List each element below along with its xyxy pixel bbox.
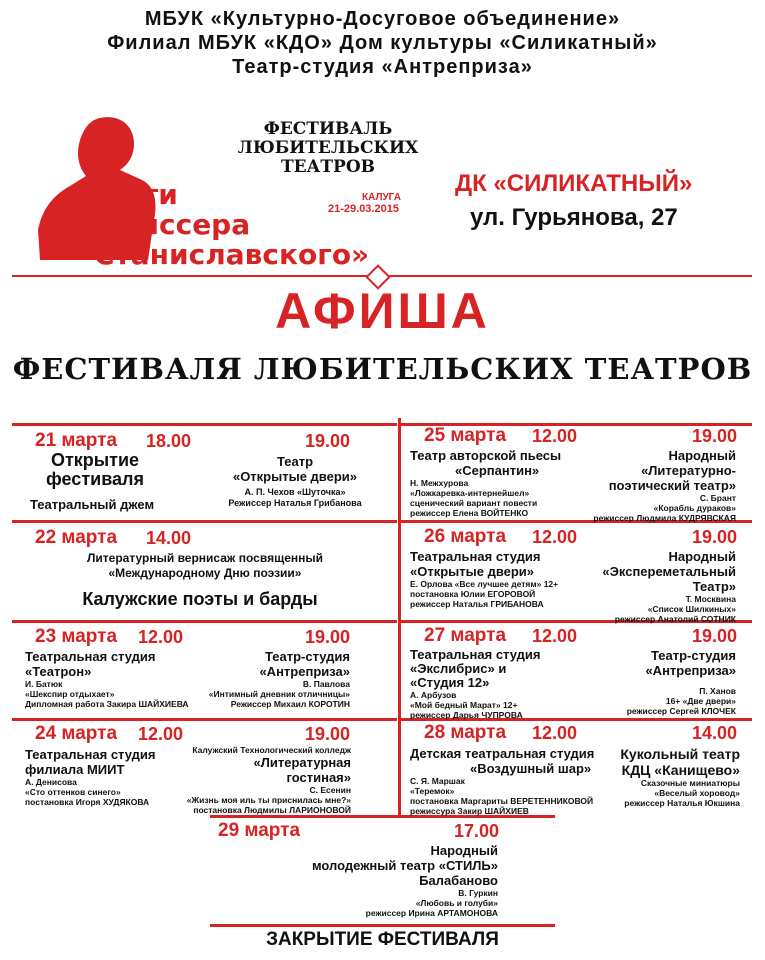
time-25-2: 19.00 [692, 426, 738, 446]
event-22-line-2: «Международному Дню поэзии» [108, 566, 302, 580]
event-26-a2: «Открытые двери» [410, 564, 535, 579]
event-24-a3: А. Денисова [25, 777, 77, 787]
event-25-a1: Театр авторской пьесы [410, 448, 562, 463]
event-29-l4: В. Гуркин [458, 888, 498, 898]
festival-name-line-1: ФЕСТИВАЛЬ [263, 119, 393, 139]
time-26-2: 19.00 [692, 527, 738, 547]
festival-name-line-2: ЛЮБИТЕЛЬСКИХ [237, 138, 419, 158]
event-26-b4: Т. Москвина [685, 594, 736, 604]
event-26-a5: режиссер Наталья ГРИБАНОВА [410, 599, 544, 609]
closing-ceremony: ЗАКРЫТИЕ ФЕСТИВАЛЯ [266, 929, 499, 950]
event-28-a3: С. Я. Маршак [410, 776, 465, 786]
event-26-b2: «Экспереметальный [602, 564, 736, 579]
time-26-1: 12.00 [532, 527, 578, 547]
event-22-line-1: Литературный вернисаж посвященный [87, 551, 323, 565]
event-21-theatre [200, 454, 390, 509]
event-24-a2: филиала МИИТ [25, 762, 125, 777]
event-28-b3: Сказочные миниатюры [640, 778, 740, 788]
event-23-b1: Театр-студия [264, 649, 350, 664]
organizer-line-3: Театр-студия «Антреприза» [232, 56, 533, 78]
event-26-b1: Народный [668, 549, 736, 564]
event-28-b [590, 746, 740, 808]
date-24: 24 марта [35, 723, 118, 744]
event-24-b2: гостиная» [286, 770, 351, 785]
event-28-a2: «Воздушный шар» [470, 761, 592, 776]
event-24-b [185, 745, 351, 815]
event-23-a5: Дипломная работа Закира ШАЙХИЕВА [25, 699, 189, 709]
event-26-a3: Е. Орлова «Все лучшее детям» 12+ [410, 579, 559, 589]
event-25-a2: «Серпантин» [455, 463, 540, 478]
event-24-b4: «Жизнь моя иль ты приснилась мне?» [186, 795, 351, 805]
date-23: 23 марта [35, 626, 118, 647]
event-28-b4: «Веселый хоровод» [654, 788, 740, 798]
time-23-2: 19.00 [305, 627, 351, 647]
event-25-b3: поэтический театр» [608, 478, 736, 493]
column-divider [398, 418, 401, 816]
time-21-2: 19.00 [305, 431, 351, 451]
event-26-b [560, 549, 736, 624]
event-25-a6: режиссер Елена ВОЙТЕНКО [410, 508, 529, 518]
poster-subtitle: ФЕСТИВАЛЯ ЛЮБИТЕЛЬСКИХ ТЕАТРОВ [12, 352, 753, 386]
venue-address: ул. Гурьянова, 27 [470, 204, 678, 231]
event-29-l6: режиссер Ирина АРТАМОНОВА [365, 908, 498, 918]
time-27-2: 19.00 [692, 626, 738, 646]
date-27: 27 марта [424, 625, 507, 646]
event-23-b3: В. Павлова [302, 679, 350, 689]
time-28-1: 12.00 [532, 723, 578, 743]
time-28-2: 14.00 [692, 723, 738, 743]
festival-title-line-2: Режиссера [72, 208, 251, 241]
event-27-a5: «Мой бедный Марат» 12+ [410, 700, 518, 710]
event-27-a6: режиссер Дарья ЧУПРОВА [410, 710, 523, 720]
festival-title-line-1: «Дети [80, 178, 178, 211]
event-23-b4: «Интимный дневник отличницы» [208, 689, 350, 699]
event-27-a1: Театральная студия [410, 647, 541, 662]
date-21: 21 марта [35, 430, 118, 451]
festival-name [228, 120, 428, 177]
event-26-b3: Театр» [692, 579, 736, 594]
event-27-b [560, 648, 736, 716]
event-24-a1: Театральная студия [25, 747, 156, 762]
separator-22 [12, 520, 397, 523]
event-27-b4: 16+ «Две двери» [665, 696, 736, 706]
event-25-b6: режиссер Людмила КУДРЯВСКАЯ [593, 513, 736, 523]
event-24-b1: «Литературная [253, 755, 351, 770]
time-24-2: 19.00 [305, 724, 351, 744]
time-24-1: 12.00 [138, 724, 184, 744]
event-25-a5: сценический вариант повести [410, 498, 538, 508]
event-28-b5: режиссер Наталья Юкшина [624, 798, 740, 808]
poster-title: АФИША [275, 283, 490, 339]
event-28-a6: режиссура Закир ШАЙХИЕВ [410, 806, 529, 816]
separator-24 [12, 718, 397, 721]
event-28-b2: КДЦ «Канищево» [621, 762, 740, 778]
event-27-b1: Театр-студия [650, 648, 736, 663]
event-27-a3: «Студия 12» [410, 675, 490, 690]
event-27-b3: П. Ханов [699, 686, 736, 696]
festival-title [72, 180, 369, 270]
event-21-theatre-l3: А. П. Чехов «Шуточка» [244, 487, 346, 497]
event-23-a4: «Шекспир отдыхает» [25, 689, 115, 699]
event-28-a [410, 746, 600, 816]
organizer-line-1: МБУК «Культурно-Досуговое объединение» [144, 8, 621, 30]
date-25: 25 марта [424, 425, 507, 446]
event-28-a4: «Теремок» [410, 786, 455, 796]
event-29-l3: Балабаново [419, 873, 498, 888]
time-27-1: 12.00 [532, 626, 578, 646]
event-23-a1: Театральная студия [25, 649, 156, 664]
event-26-b5: «Список Шилкиных» [647, 604, 736, 614]
event-28-a1: Детская театральная студия [410, 746, 595, 761]
event-25-b1: Народный [668, 448, 736, 463]
event-27-b2: «Антреприза» [645, 663, 736, 678]
event-28-b1: Кукольный театр [620, 746, 740, 762]
event-21-theatre-l4: Режиссер Наталья Грибанова [228, 498, 362, 508]
event-21-opening-line-1: Открытие [50, 450, 140, 470]
venue-name: ДК «СИЛИКАТНЫЙ» [455, 170, 693, 197]
event-27-b5: режиссер Сергей КЛОЧЕК [626, 706, 736, 716]
event-24-a5: постановка Игоря ХУДЯКОВА [25, 797, 150, 807]
event-21-jam: Театральный джем [30, 497, 155, 512]
time-25-1: 12.00 [532, 426, 578, 446]
time-29: 17.00 [454, 821, 500, 841]
event-24-b5: постановка Людмилы ЛАРИОНОВОЙ [193, 805, 351, 815]
date-26: 26 марта [424, 526, 507, 547]
date-22: 22 марта [35, 527, 118, 548]
festival-city: КАЛУГА [362, 192, 401, 203]
separator-closing [210, 924, 555, 927]
event-22-line-3: Калужские поэты и барды [82, 589, 318, 609]
event-25-b2: «Литературно- [641, 463, 736, 478]
event-29-l1: Народный [430, 843, 498, 858]
event-23-a2: «Театрон» [25, 664, 92, 679]
date-28: 28 марта [424, 722, 507, 743]
event-23-b5: Режиссер Михаил КОРОТИН [230, 699, 350, 709]
event-21-opening [25, 451, 165, 489]
event-24-a4: «Сто оттенков синего» [25, 787, 121, 797]
time-22: 14.00 [146, 528, 192, 548]
event-25-a4: «Ложкаревка-интернейшел» [410, 488, 530, 498]
event-29-l5: «Любовь и голуби» [415, 898, 498, 908]
event-21-theatre-l2: «Открытые двери» [232, 469, 358, 484]
event-24-a [25, 747, 195, 807]
event-29 [270, 843, 498, 918]
time-21-1: 18.00 [146, 431, 192, 451]
separator-23 [12, 620, 397, 623]
event-28-a5: постановка Маргариты ВЕРЕТЕННИКОВОЙ [410, 796, 594, 806]
event-27-a4: А. Арбузов [410, 690, 457, 700]
event-26-a4: постановка Юлии ЕГОРОВОЙ [410, 589, 536, 599]
event-25-a3: Н. Межхурова [410, 478, 469, 488]
event-26-b6: режиссер Анатолий СОТНИК [614, 614, 736, 624]
event-24-b0: Калужский Технологический колледж [192, 745, 351, 755]
time-23-1: 12.00 [138, 627, 184, 647]
event-21-theatre-l1: Театр [276, 454, 314, 469]
organizer-line-2: Филиал МБУК «КДО» Дом культуры «Силикатный» [107, 32, 658, 54]
event-23-b [180, 649, 350, 709]
event-23-a3: И. Батюк [25, 679, 63, 689]
event-26-a1: Театральная студия [410, 549, 541, 564]
separator-21-left [12, 423, 397, 426]
event-24-b3: С. Есенин [309, 785, 351, 795]
event-27-a2: «Экслибрис» и [410, 661, 507, 676]
event-25-b5: «Корабль дураков» [653, 503, 736, 513]
event-29-l2: молодежный театр «СТИЛЬ» [311, 858, 498, 873]
event-25-b4: С. Брант [699, 493, 736, 503]
event-23-b2: «Антреприза» [259, 664, 350, 679]
date-29: 29 марта [218, 820, 301, 841]
event-25-b [560, 448, 736, 523]
festival-title-line-3: Станиславского» [94, 238, 370, 271]
festival-name-line-3: ТЕАТРОВ [280, 157, 376, 177]
festival-dates: 21-29.03.2015 [328, 203, 399, 215]
event-21-opening-line-2: фестиваля [46, 469, 144, 489]
